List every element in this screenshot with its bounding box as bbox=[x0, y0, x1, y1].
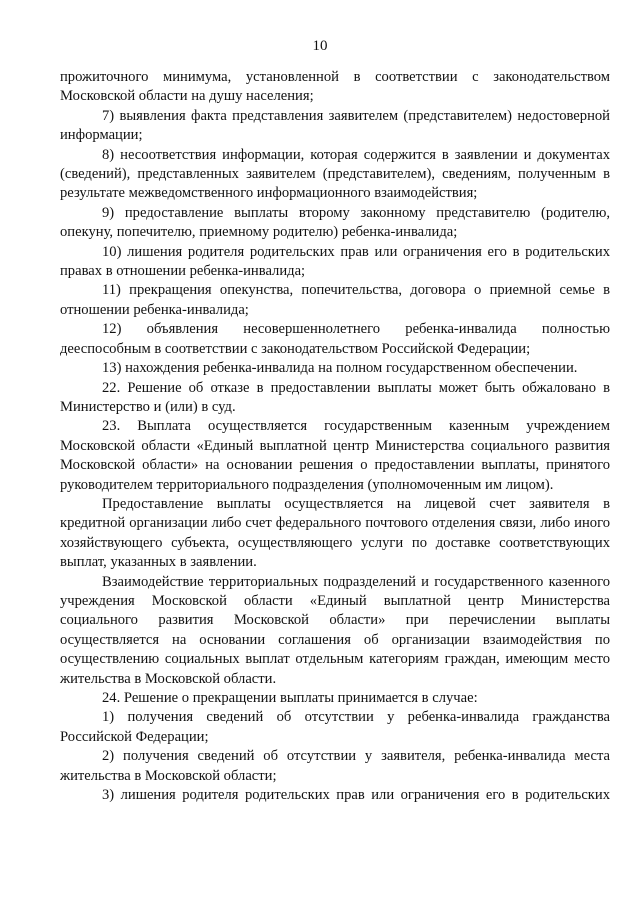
paragraph-termination-item-1: 1) получения сведений об отсутствии у ребенка-инвалида гражданства Российской Федерации; bbox=[60, 709, 610, 745]
paragraph-termination-item-3: 3) лишения родителя родительских прав или ограничения его в родительских bbox=[102, 787, 610, 804]
paragraph-section-23: 23. Выплата осуществляется государственным казенным учреждением Московской области «Единый выплатной центр Министерства социального развития Московской области» на основании решения о предоставлении выплаты, принятого руководителем территориального подразделения (уполномоченным им лицом). bbox=[60, 418, 610, 493]
paragraph-section-24: 24. Решение о прекращении выплаты принимается в случае: bbox=[102, 690, 478, 706]
paragraph-item-12: 12) объявления несовершеннолетнего ребенка-инвалида полностью дееспособным в соответствии с законодательством Российской Федерации; bbox=[60, 321, 610, 357]
paragraph-subsistence-minimum: прожиточного минимума, установленной в соответствии с законодательством Московской области на душу населения; bbox=[60, 69, 610, 105]
paragraph-interaction: Взаимодействие территориальных подразделений и государственного казенного учреждения Московской области «Единый выплатной центр Министерства социального развития Московской области» при перечислении выплаты осуществляется на основании соглашения об организации взаимодействия по осуществлению социальных выплат отдельным категориям граждан, имеющим место жительства в Московской области. bbox=[60, 573, 610, 687]
document-body bbox=[60, 68, 610, 805]
paragraph-item-7: 7) выявления факта представления заявителем (представителем) недостоверной информации; bbox=[60, 107, 610, 144]
paragraph-section-22: 22. Решение об отказе в предоставлении выплаты может быть обжаловано в Министерство и (или) в суд. bbox=[60, 379, 610, 415]
paragraph-payment-account: Предоставление выплаты осуществляется на лицевой счет заявителя в кредитной организации либо счет федерального почтового отделения связи, либо иного хозяйствующего субъекта, осуществляющего услуги по доставке соответствующих выплат, указанных в заявлении. bbox=[60, 495, 610, 571]
paragraph-termination-item-2: 2) получения сведений об отсутствии у заявителя, ребенка-инвалида места жительства в Московской области; bbox=[60, 748, 610, 784]
paragraph-item-9: 9) предоставление выплаты второму законному представителю (родителю, опекуну, попечителю, приемному родителю) ребенка-инвалида; bbox=[60, 204, 610, 241]
paragraph-item-10: 10) лишения родителя родительских прав или ограничения его в родительских правах в отношении ребенка-инвалида; bbox=[60, 243, 610, 280]
paragraph-item-13: 13) нахождения ребенка-инвалида на полном государственном обеспечении. bbox=[102, 360, 578, 377]
paragraph-item-8: 8) несоответствия информации, которая содержится в заявлении и документах (сведений), представленных заявителем (представителем), сведениям, полученным в результате межведомственного информационного взаимодействия; bbox=[60, 146, 610, 202]
paragraph-item-11: 11) прекращения опекунства, попечительства, договора о приемной семье в отношении ребенка-инвалида; bbox=[60, 282, 610, 318]
page-number: 10 bbox=[312, 38, 328, 54]
